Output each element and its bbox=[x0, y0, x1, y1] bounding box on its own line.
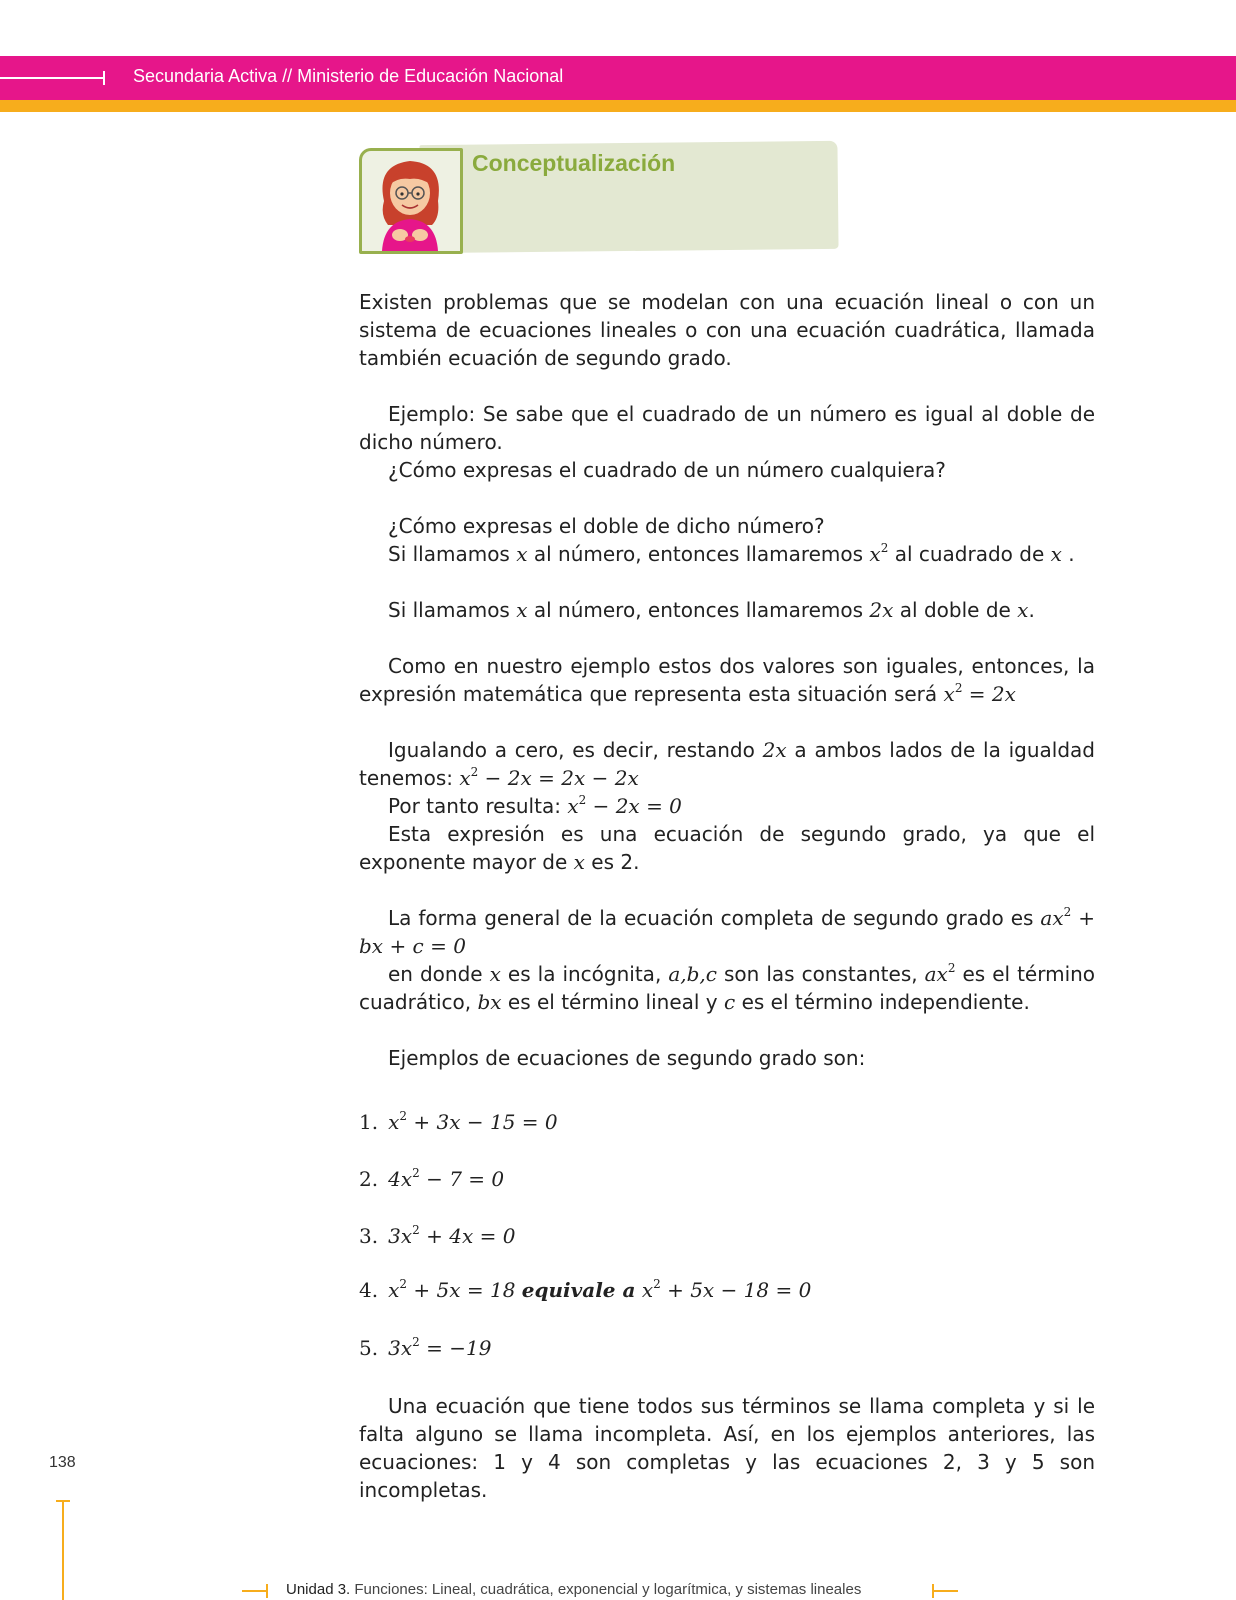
terms-explanation: en donde x es la incógnita, a,b,c son las constantes, $ax^2$ es el término cuadrático, bx es el término lineal y c es el término independiente. bbox=[359, 961, 1096, 1014]
statement-square: Si llamamos x al número, entonces llamaremos $x^2$ al cuadrado de x . bbox=[388, 541, 1075, 566]
equalizing-paragraph: Igualando a cero, es decir, restando 2x a ambos lados de la igualdad tenemos: $x^2 - 2x = 2x - 2x$ bbox=[359, 738, 1095, 790]
header-stripe bbox=[0, 100, 1236, 112]
question-double: ¿Cómo expresas el doble de dicho número? bbox=[388, 514, 825, 538]
footer-unit-title bbox=[286, 1581, 861, 1598]
section-title: Conceptualización bbox=[472, 150, 676, 176]
closing-content bbox=[359, 1392, 1095, 1504]
header-title: Secundaria Activa // Ministerio de Educación Nacional bbox=[133, 66, 564, 86]
footer-unit: Unidad 3. bbox=[286, 1581, 351, 1598]
equivale-label: equivale a bbox=[521, 1278, 636, 1302]
general-form-paragraph: La forma general de la ecuación completa de segundo grado es $ax^2$ + bx + c = 0 bbox=[359, 905, 1095, 958]
footer-title: Funciones: Lineal, cuadrática, exponencial y logarítmica, y sistemas lineales bbox=[354, 1581, 862, 1598]
example-equation-3: 3. $3x^2 + 4x = 0$ bbox=[359, 1223, 516, 1248]
footer-tick-right bbox=[932, 1584, 934, 1598]
footer-tick-left bbox=[266, 1584, 268, 1598]
footer-dash-right bbox=[932, 1590, 958, 1592]
closing-paragraph: Una ecuación que tiene todos sus términos se llama completa y si le falta alguno se llama incompleta. Así, en los ejemplos anteriores, las ecuaciones: 1 y 4 son completas y las ecuaciones 2, 3 y 5 son incompletas. bbox=[359, 1394, 1095, 1502]
question-square: ¿Cómo expresas el cuadrado de un número cualquiera? bbox=[388, 458, 946, 482]
statement-double: Si llamamos x al número, entonces llamaremos 2x al doble de x. bbox=[388, 598, 1035, 622]
header-decoration-line bbox=[0, 77, 104, 79]
page-number: 138 bbox=[49, 1454, 76, 1471]
result-line: Por tanto resulta: $x^2 - 2x = 0$ bbox=[388, 793, 682, 818]
main-content bbox=[359, 288, 1095, 1072]
example-equation-4: 4. $x^2 + 5x = 18$ equivale a $x^2 + 5x - 18 = 0$ bbox=[359, 1277, 812, 1302]
teacher-avatar-icon bbox=[359, 148, 463, 254]
footer-vertical-line bbox=[62, 1500, 64, 1600]
degree-explanation: Esta expresión es una ecuación de segundo grado, ya que el exponente mayor de x es 2. bbox=[359, 822, 1095, 874]
example-paragraph: Ejemplo: Se sabe que el cuadrado de un número es igual al doble de dicho número. bbox=[359, 402, 1095, 454]
expression-paragraph: Como en nuestro ejemplo estos dos valores son iguales, entonces, la expresión matemática que representa esta situación será $x^2 = 2x$ bbox=[359, 654, 1095, 706]
example-equation-2: 2. $4x^2 - 7 = 0$ bbox=[359, 1166, 505, 1191]
examples-intro: Ejemplos de ecuaciones de segundo grado son: bbox=[388, 1046, 866, 1070]
header-decoration-tick bbox=[103, 71, 105, 85]
footer-dash-left bbox=[242, 1590, 268, 1592]
example-equation-5: 5. $3x^2 = -19$ bbox=[359, 1335, 492, 1360]
example-equation-1: 1. $x^2 + 3x - 15 = 0$ bbox=[359, 1109, 558, 1134]
intro-paragraph: Existen problemas que se modelan con una ecuación lineal o con un sistema de ecuaciones lineales o con una ecuación cuadrática, llamada también ecuación de segundo grado. bbox=[359, 290, 1095, 370]
